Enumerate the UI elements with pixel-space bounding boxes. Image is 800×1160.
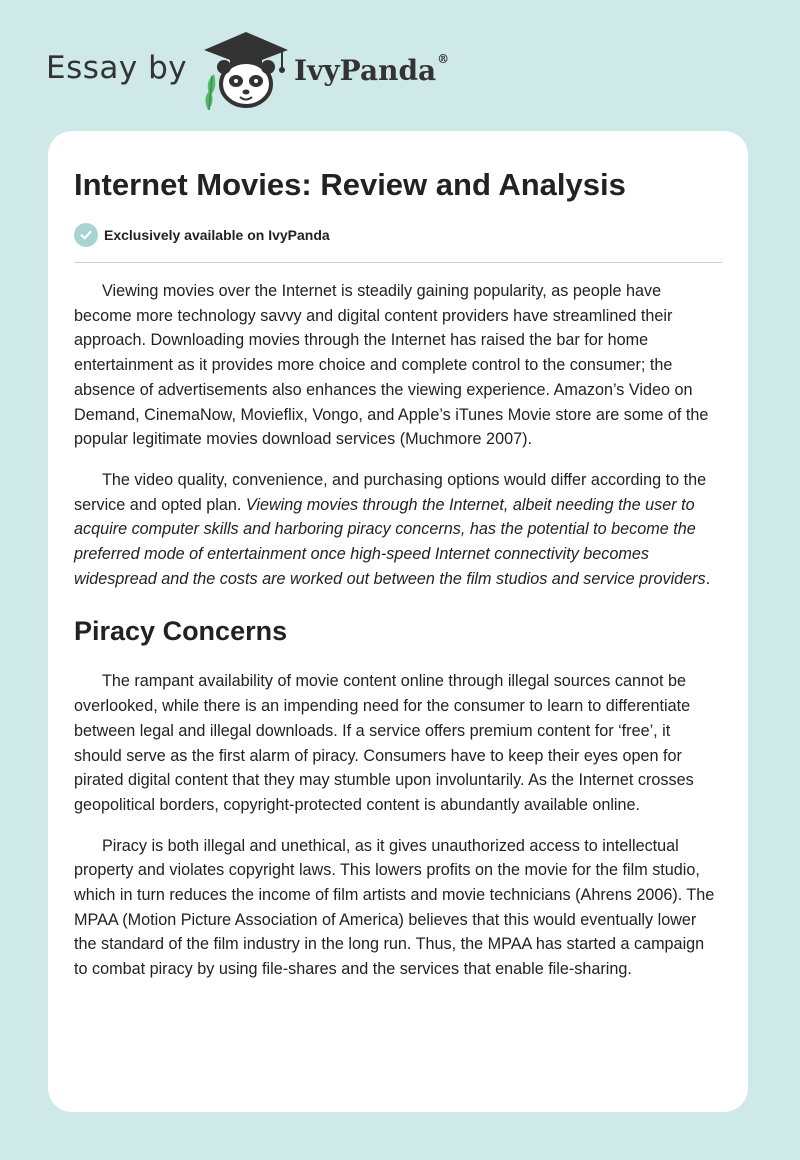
check-circle-icon [74, 223, 98, 247]
paragraph-2-thesis: Viewing movies through the Internet, albeit needing the user to acquire computer skills and harboring piracy concerns, has the potential to become the preferred mode of entertainment once high-speed Internet connectivity becomes widespread and the costs are worked out between the film studios and service providers [74, 495, 706, 588]
brand-logo[interactable] [46, 30, 506, 110]
article-title: Internet Movies: Review and Analysis [74, 167, 626, 202]
paragraph-3: The rampant availability of movie content online through illegal sources cannot be overlooked, while there is an impending need for the consumer to learn to differentiate between legal and illegal downloads. If a service offers premium content for ‘free’, it should serve as the first alarm of piracy. Consumers have to keep their eyes open for pirated digital content that they may stumble upon involuntarily. As the Internet crosses geopolitical borders, copyright-protected content is abundantly available online. [74, 672, 694, 814]
paragraph-2-plain: The video quality, convenience, and purchasing options would differ according to the service and opted plan. [74, 470, 707, 514]
section-heading-piracy: Piracy Concerns [74, 616, 288, 647]
panda-graduate-mascot-icon [200, 30, 292, 112]
paragraph-2-end: . [705, 569, 711, 588]
paragraph-2 [74, 468, 722, 592]
paragraph-1: Viewing movies over the Internet is steadily gaining popularity, as people have become more technology savvy and digital content providers have streamlined their approach. Downloading movies through the Internet has raised the bar for home entertainment as it provides more choice and complete control to the consumer; the absence of advertisements also enhances the viewing experience. Amazon’s Video on Demand, CinemaNow, Movieflix, Vongo, and Apple’s iTunes Movie store are some of the popular legitimate movies download services (Muchmore 2007). [74, 282, 709, 449]
exclusive-label: Exclusively available on IvyPanda [104, 227, 330, 243]
brand-name-text: IvyPanda [294, 54, 437, 87]
registered-mark: ® [437, 52, 450, 66]
brand-name [294, 54, 449, 87]
title-divider [74, 262, 722, 263]
paragraph-4: Piracy is both illegal and unethical, as it gives unauthorized access to intellectual property and violates copyright laws. This lowers profits on the movie for the film studio, which in turn reduces the income of film artists and movie technicians (Ahrens 2006). The MPAA (Motion Picture Association of America) believes that this would eventually lower the standard of the film industry in the long run. Thus, the MPAA has started a campaign to combat piracy by using file-shares and the services that enable file-sharing. [74, 836, 715, 979]
brand-prefix: Essay by [46, 50, 188, 86]
exclusive-badge [74, 222, 722, 248]
article-card [48, 131, 748, 1112]
